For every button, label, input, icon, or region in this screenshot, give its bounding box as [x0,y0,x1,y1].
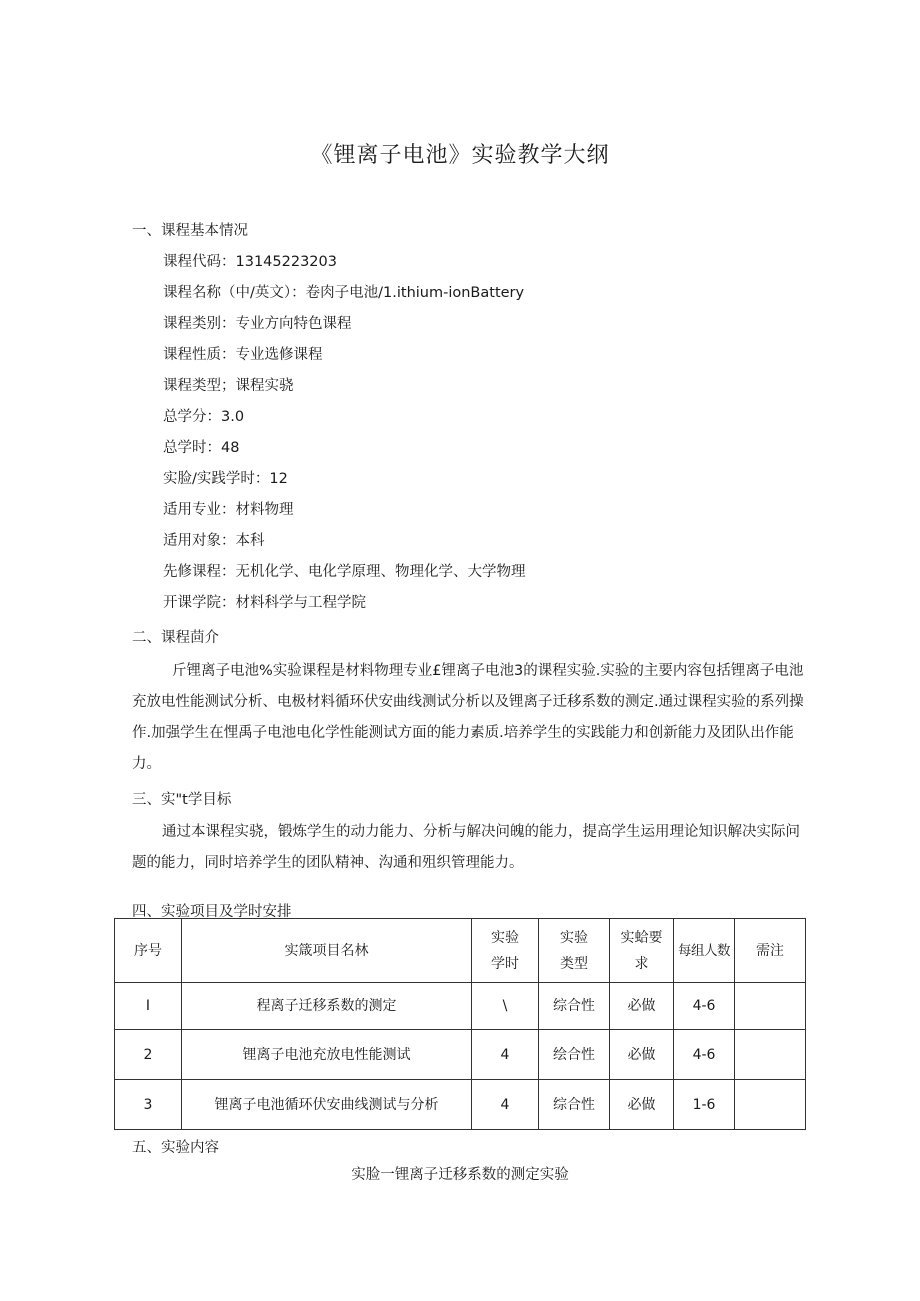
course-category: 课程类别：专业方向特色课程 [163,316,352,332]
intro-line-1: 斤锂离子电池%实验课程是材料物理专业£锂离子电池3的课程实验.实验的主要内容包括锂离子电池 [172,663,804,679]
row-name: 锂离子电池充放电性能测试 [182,1030,472,1080]
row-requirement: 必做 [610,983,674,1030]
prerequisites: 先修课程：无机化学、电化学原理、物理化学、大学物理 [163,564,526,580]
total-hours: 总学时：48 [163,440,240,456]
table-row [115,1030,806,1080]
objectives-line-2: 题的能力，同时培养学生的团队精神、沟通和殂织管理能力。 [132,855,524,871]
section-heading-objectives: 三、实"t学目标 [132,792,232,808]
intro-line-4: 力。 [132,756,161,772]
row-no: I [115,983,182,1030]
row-group-size: 4-6 [674,983,735,1030]
table-header-row [115,919,806,983]
objectives-line-1: 通过本课程实骁，锻炼学生的动力能力、分析与解决问魄的能力，提高学生运用理论知识解决实际问 [162,824,800,840]
row-name: 锂离子电池循环伏安曲线测试与分析 [182,1080,472,1130]
row-hours: 4 [472,1030,539,1080]
row-note [735,1030,806,1080]
row-name: 程离子迁移系数的测定 [182,983,472,1030]
row-group-size: 4-6 [674,1030,735,1080]
section-heading-content: 五、实验内容 [132,1140,219,1156]
row-note [735,983,806,1030]
experiment-subtitle: 实脸一锂离子迁移系数的测定实验 [351,1167,569,1183]
header-group-size: 每组人数 [674,919,735,983]
section-heading-basic-info: 一、课程基本情况 [132,223,248,239]
row-group-size: 1-6 [674,1080,735,1130]
course-name: 课程名称（中/英文）：卷肉子电池/1.ithium-ionBattery [163,285,525,301]
document-title: 《锂离子电池》实验教学大纲 [310,143,610,168]
header-note: 需注 [735,919,806,983]
table-row [115,983,806,1030]
intro-line-3: 作.加强学生在悝禹子电池电化学性能测试方面的能力素质.培养学生的实践能力和创新能力及团队出作能 [132,725,794,741]
target-students: 适用对象：本科 [163,533,265,549]
row-hours: \ [472,983,539,1030]
row-no: 3 [115,1080,182,1130]
total-credits: 总学分：3.0 [163,409,245,425]
table-row [115,1080,806,1130]
header-type: 实验 类型 [539,919,610,983]
row-type: 综合性 [539,983,610,1030]
header-requirement: 实蛤要 求 [610,919,674,983]
header-name: 实箴项目名林 [182,919,472,983]
row-type: 综合性 [539,1080,610,1130]
section-heading-schedule: 四、实验项目及学时安排 [132,904,292,920]
row-no: 2 [115,1030,182,1080]
header-no: 序号 [115,919,182,983]
lab-hours: 实脸/实践学时：12 [163,471,288,487]
row-requirement: 必做 [610,1030,674,1080]
section-heading-intro: 二、课程茴介 [132,630,219,646]
intro-line-2: 充放电性能测试分析、电极材料循环伏安曲线测试分析以及锂离子迁移系数的测定.通过课程实验的系列操 [132,694,804,710]
row-requirement: 必做 [610,1080,674,1130]
schedule-table [114,918,806,1130]
course-nature: 课程性质：专业选修课程 [163,347,323,363]
row-hours: 4 [472,1080,539,1130]
course-code: 课程代码：13145223203 [163,254,337,270]
course-type: 课程类型；课程实骁 [163,378,294,394]
row-note [735,1080,806,1130]
offering-college: 开课学院：材料科学与工程学院 [163,595,366,611]
applicable-major: 适用专业：材料物理 [163,502,294,518]
header-hours: 实验 学时 [472,919,539,983]
row-type: 绘合性 [539,1030,610,1080]
